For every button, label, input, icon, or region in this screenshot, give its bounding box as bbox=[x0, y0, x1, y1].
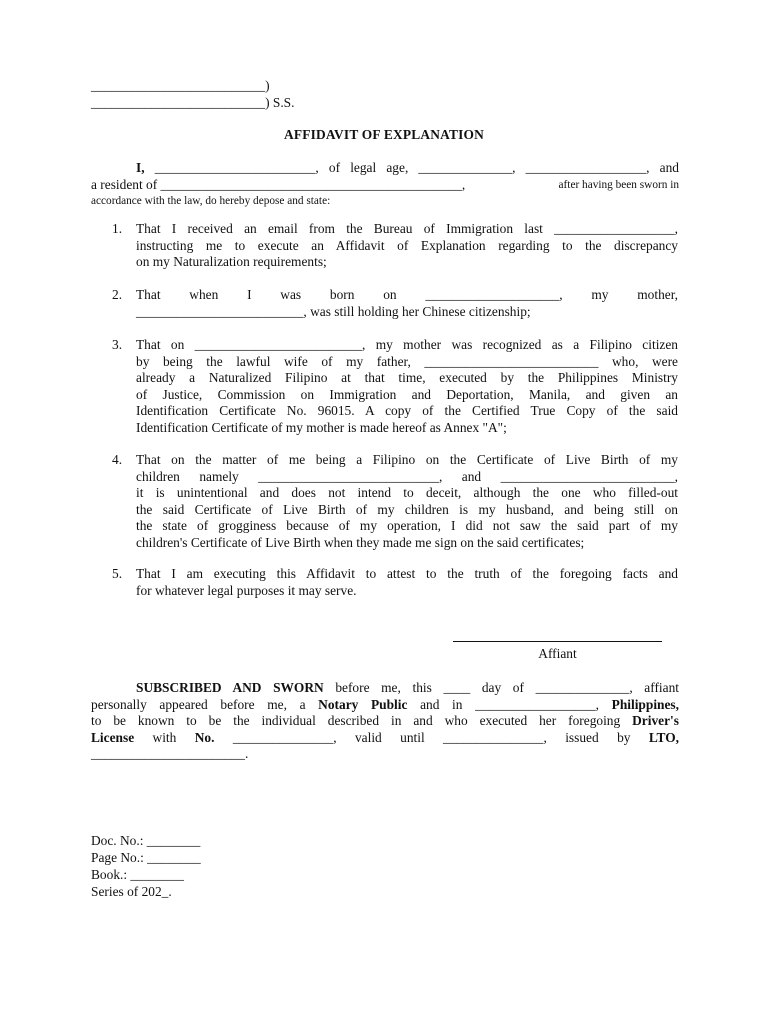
item-line: Identification Certificate of my mother is made hereof as Annex "A"; bbox=[136, 419, 507, 435]
item-line: That on _________________________, my mother was recognized as a Filipino citizen bbox=[136, 337, 678, 352]
venue-block bbox=[91, 78, 294, 112]
intro-lead: I, bbox=[136, 160, 145, 175]
jurat-line-2b: and in __________________, bbox=[407, 696, 612, 712]
item-line: the said Certificate of Live Birth of my children is my husband, and being still on bbox=[136, 501, 678, 517]
document-title: AFFIDAVIT OF EXPLANATION bbox=[284, 127, 484, 142]
item-line: _________________________, was still holding her Chinese citizenship; bbox=[136, 303, 531, 319]
jurat-bold-drivers: Driver's bbox=[632, 713, 679, 728]
item-line: the state of grogginess because of my operation, I did not saw the said part of my bbox=[136, 518, 678, 533]
item-number: 5. bbox=[112, 566, 123, 581]
item-line: That when I was born on ____________________, my mother, bbox=[136, 287, 678, 302]
item-line: for whatever legal purposes it may serve. bbox=[136, 582, 357, 598]
item-line: instructing me to execute an Affidavit of Explanation regarding to the discrepancy bbox=[136, 237, 678, 253]
jurat-line-1: before me, this ____ day of ______________, affiant bbox=[323, 680, 679, 695]
intro-line-2-small: after having been sworn in bbox=[558, 178, 679, 191]
jurat-line-3a: to be known to be the individual described in and who executed her foregoing bbox=[91, 713, 633, 728]
item-number: 2. bbox=[112, 287, 123, 302]
item-line: it is unintentional and does not intend to deceit, although the one who filled-out bbox=[136, 485, 678, 500]
jurat-bold-subscribed: SUBSCRIBED AND SWORN bbox=[136, 680, 324, 695]
notarial-register-block bbox=[91, 833, 201, 901]
jurat-line-4a: with bbox=[134, 729, 195, 745]
item-line: That I received an email from the Bureau of Immigration last __________________, bbox=[136, 221, 678, 236]
intro-paragraph bbox=[91, 160, 679, 210]
jurat-line-5: _______________________. bbox=[91, 746, 249, 761]
venue-line-1: __________________________) bbox=[91, 78, 270, 93]
series-year: Series of 202_. bbox=[91, 884, 172, 899]
item-line: of Justice, Commission on Immigration and Deportation, Manila, and given an bbox=[136, 386, 678, 402]
item-line: Identification Certificate No. 96015. A copy of the Certified True Copy of the said bbox=[136, 403, 678, 418]
jurat-line-2a: personally appeared before me, a bbox=[91, 696, 319, 712]
item-line: children's Certificate of Live Birth when they made me sign on the said certificates; bbox=[136, 534, 585, 550]
venue-line-2: __________________________) S.S. bbox=[91, 95, 295, 110]
book-number: Book.: ________ bbox=[91, 867, 184, 882]
jurat-bold-notary: Notary Public bbox=[318, 696, 408, 712]
jurat-line-4b: _______________, valid until _______________, issued by bbox=[214, 729, 649, 745]
item-line: That on the matter of me being a Filipino on the Certificate of Live Birth of my bbox=[136, 452, 678, 467]
item-line: children namely ___________________________, and __________________________, bbox=[136, 468, 678, 484]
jurat-bold-lto: LTO, bbox=[648, 729, 679, 745]
item-number: 3. bbox=[112, 337, 123, 352]
intro-line-3: accordance with the law, do hereby depose and state: bbox=[91, 195, 331, 207]
affiant-signature-line bbox=[453, 641, 662, 642]
item-line: already a Naturalized Filipino at that time, executed by the Philippines Ministry bbox=[136, 370, 678, 385]
jurat-paragraph bbox=[91, 680, 679, 763]
affiant-label: Affiant bbox=[538, 646, 577, 661]
doc-number: Doc. No.: ________ bbox=[91, 833, 201, 848]
page-number: Page No.: ________ bbox=[91, 850, 201, 865]
jurat-bold-country: Philippines, bbox=[611, 696, 679, 712]
item-line: on my Naturalization requirements; bbox=[136, 254, 327, 269]
item-number: 4. bbox=[112, 452, 123, 467]
item-line: by being the lawful wife of my father, __________________________ who, were bbox=[136, 353, 678, 369]
jurat-bold-license: License bbox=[91, 729, 135, 745]
item-line: That I am executing this Affidavit to attest to the truth of the foregoing facts and bbox=[136, 566, 678, 581]
item-number: 1. bbox=[112, 221, 123, 236]
intro-line-1: ________________________, of legal age, ______________, __________________, and bbox=[154, 160, 679, 175]
jurat-bold-no: No. bbox=[194, 729, 215, 745]
intro-line-2: a resident of _____________________________________________, bbox=[91, 176, 466, 192]
